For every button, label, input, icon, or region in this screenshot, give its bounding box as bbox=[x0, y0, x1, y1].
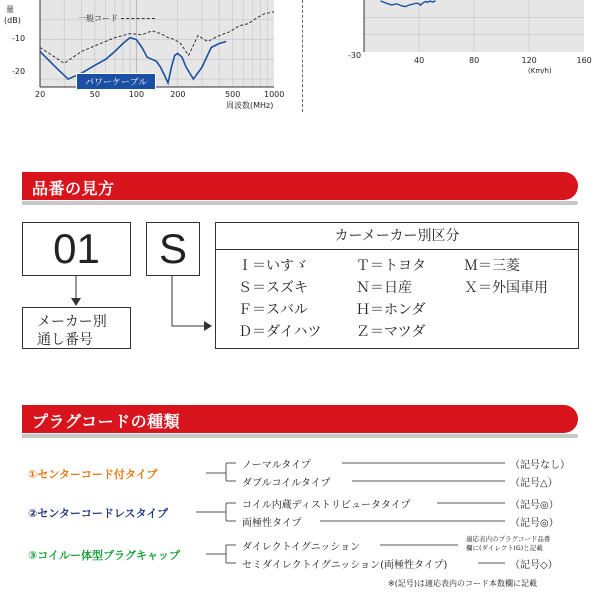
maker-code-entry: Ｄ＝ダイハツ bbox=[238, 324, 322, 340]
chart2-xtick: 160 bbox=[576, 56, 592, 65]
chart1-ytick: -10 bbox=[12, 34, 26, 43]
chart1-xtick: 20 bbox=[35, 90, 46, 99]
maker-code-entry: Ｚ＝マツダ bbox=[356, 324, 426, 340]
maker-code-value: S bbox=[158, 225, 187, 272]
category-center-cord: ①センターコード付タイプ bbox=[28, 468, 158, 481]
chart2-xtick: 40 bbox=[414, 56, 425, 65]
serial-label-line1: メーカー別 bbox=[37, 314, 107, 330]
maker-code-entry: Ｎ＝日産 bbox=[356, 280, 412, 296]
chart2-xtick: 80 bbox=[469, 56, 480, 65]
maker-code-entry: Ｈ＝ホンダ bbox=[356, 302, 426, 318]
chart1-xtick: 50 bbox=[89, 90, 100, 99]
serial-label-line2: 通し番号 bbox=[37, 332, 93, 348]
direct-ig-note-line2: 欄に(ダイレクトIG)と記載 bbox=[466, 544, 543, 552]
section-title: プラグコードの種類 bbox=[32, 412, 181, 431]
maker-code-entry: Ｍ＝三菱 bbox=[464, 258, 520, 274]
chart2-xtick: 120 bbox=[521, 56, 537, 65]
chart1-xtick: 500 bbox=[225, 90, 241, 99]
maker-code-entry: Ｘ＝外国車用 bbox=[464, 280, 548, 296]
category-coil-plug-cap: ③コイルー体型プラグキャップ bbox=[28, 549, 180, 562]
maker-table-title: カーメーカー別区分 bbox=[216, 223, 578, 250]
section-title: 品番の見方 bbox=[32, 179, 115, 198]
symbol-double-circle: （記号◎） bbox=[510, 500, 559, 511]
category-centerless: ②センターコードレスタイプ bbox=[28, 507, 168, 520]
subtype-coil-distributor: コイル内蔵ディストリビュータタイプ bbox=[242, 500, 411, 511]
chart2-ytick: -30 bbox=[348, 51, 362, 60]
chart1-xtick: 200 bbox=[170, 90, 186, 99]
power-cable-label: パワーケーブル bbox=[76, 73, 156, 90]
symbol-triangle: （記号△） bbox=[510, 478, 558, 489]
serial-number-value: 01 bbox=[53, 225, 100, 272]
maker-code-entry: Ｓ＝スズキ bbox=[238, 280, 308, 296]
symbol-double-circle: （記号◎） bbox=[510, 518, 559, 529]
subtype-semi-direct: セミダイレクトイグニッション(両極性タイプ) bbox=[242, 560, 448, 571]
maker-code-entry: Ｆ＝スバル bbox=[238, 302, 308, 318]
subtype-direct-ignition: ダイレクトイグニッション bbox=[242, 542, 361, 553]
chart1-ylabel-unit: (dB) bbox=[4, 16, 21, 25]
chart1-xtick: 100 bbox=[128, 90, 145, 99]
general-cord-label: 一般コード bbox=[78, 14, 118, 23]
chart1-ytick: -20 bbox=[12, 67, 26, 76]
chart1-ylabel-top: 量 bbox=[6, 5, 14, 14]
chart2-xunit: (Km/h) bbox=[528, 67, 552, 75]
symbol-diamond: （記号◇） bbox=[510, 560, 558, 571]
footnote: ※(記号)は適応表内のコード本数欄に記載 bbox=[388, 579, 537, 588]
maker-code-entry: Ｔ＝トヨタ bbox=[356, 258, 426, 274]
direct-ig-note-line1: 適応表内のプラグコード品番 bbox=[466, 535, 551, 543]
subtype-bipolar: 両極性タイプ bbox=[242, 518, 302, 529]
chart1-xtick: 1000 bbox=[264, 90, 285, 99]
chart1-xlabel: 周波数(MHz) bbox=[226, 101, 274, 110]
symbol-none: （記号なし） bbox=[510, 460, 570, 471]
maker-code-entry: Ｉ＝いすゞ bbox=[238, 258, 308, 274]
subtype-normal: ノーマルタイプ bbox=[242, 460, 311, 471]
subtype-double-coil: ダブルコイルタイプ bbox=[242, 478, 331, 489]
